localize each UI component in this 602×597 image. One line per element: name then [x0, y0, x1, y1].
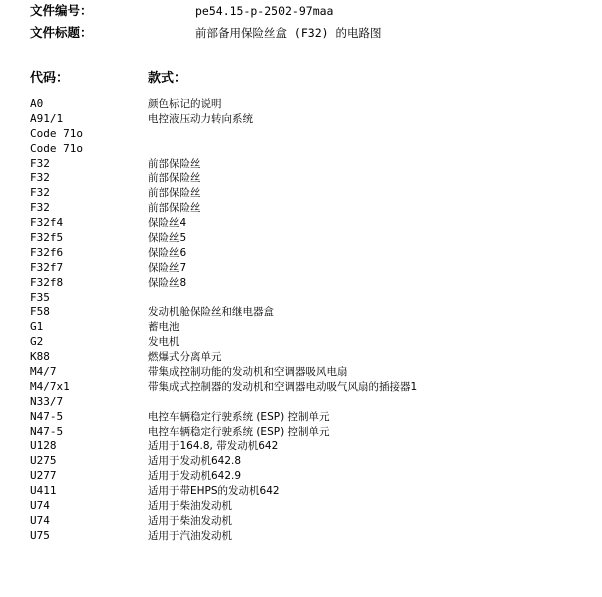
row-description: 前部保险丝: [148, 172, 201, 185]
row-description: 保险丝4: [148, 217, 187, 230]
table-row: [30, 97, 600, 112]
row-description: 适用于柴油发动机: [148, 514, 232, 527]
row-description: 保险丝8: [148, 276, 187, 289]
row-code: U128: [30, 439, 57, 453]
row-code: F32f7: [30, 260, 64, 274]
row-description: 保险丝6: [148, 246, 187, 259]
table-row: [30, 231, 600, 246]
row-code: F32f6: [30, 245, 64, 259]
row-code: N47-5: [30, 424, 64, 438]
row-description: 适用于发动机642.9: [148, 470, 242, 483]
code-table: [30, 97, 600, 544]
row-description: 电控液压动力转向系统: [148, 112, 253, 125]
table-row: [30, 142, 600, 157]
doc-title-value: 前部备用保险丝盒 (F32) 的电路图: [195, 26, 382, 40]
table-row: [30, 201, 600, 216]
row-code: U75: [30, 528, 50, 542]
table-row: [30, 350, 600, 365]
column-header-code: 代码：: [30, 71, 70, 86]
doc-number-value: pe54.15-p-2502-97maa: [195, 4, 334, 18]
table-row: [30, 157, 600, 172]
row-code: N47-5: [30, 409, 64, 423]
row-description: 适用于发动机642.8: [148, 455, 242, 468]
row-description: 前部保险丝: [148, 202, 201, 215]
table-row: [30, 365, 600, 380]
table-row: [30, 469, 600, 484]
row-description: 前部保险丝: [148, 157, 201, 170]
row-description: 燃爆式分离单元: [148, 351, 222, 364]
table-row: [30, 171, 600, 186]
row-description: 保险丝5: [148, 232, 187, 245]
row-code: F32: [30, 171, 50, 185]
row-code: U74: [30, 499, 50, 513]
row-description: 颜色标记的说明: [148, 98, 222, 110]
row-code: K88: [30, 350, 50, 364]
row-code: F58: [30, 305, 50, 319]
row-code: F32: [30, 201, 50, 215]
table-row: [30, 305, 600, 320]
table-row: [30, 395, 600, 410]
row-code: G2: [30, 335, 44, 349]
row-description: 适用于汽油发动机: [148, 529, 232, 542]
row-description: 带集成式控制器的发动机和空调器电动吸气风扇的插接器1: [148, 380, 418, 393]
row-code: F32: [30, 156, 50, 170]
row-code: A0: [30, 97, 44, 110]
table-row: [30, 246, 600, 261]
row-description: 发动机舱保险丝和继电器盒: [148, 306, 274, 319]
row-code: U411: [30, 484, 57, 498]
table-row: [30, 216, 600, 231]
table-row: [30, 335, 600, 350]
row-description: 电控车辆稳定行驶系统 (ESP) 控制单元: [148, 425, 330, 438]
table-row: [30, 276, 600, 291]
row-description: 发电机: [148, 336, 180, 349]
table-row: [30, 291, 600, 306]
table-row: [30, 484, 600, 499]
row-description: 前部保险丝: [148, 187, 201, 200]
table-row: [30, 454, 600, 469]
row-code: F32: [30, 186, 50, 200]
row-code: U277: [30, 469, 57, 483]
row-description: 蓄电池: [148, 321, 180, 334]
row-code: U275: [30, 454, 57, 468]
row-code: G1: [30, 320, 44, 334]
table-row: [30, 439, 600, 454]
row-description: 保险丝7: [148, 261, 187, 274]
table-row: [30, 261, 600, 276]
row-code: N33/7: [30, 394, 64, 408]
row-description: 适用于柴油发动机: [148, 500, 232, 513]
row-code: M4/7: [30, 365, 57, 379]
row-code: Code 71o: [30, 126, 83, 140]
doc-number-label: 文件编号：: [30, 3, 93, 18]
table-row: [30, 112, 600, 127]
table-row: [30, 380, 600, 395]
row-code: A91/1: [30, 111, 64, 125]
doc-title-label: 文件标题：: [30, 25, 93, 40]
row-code: F32f4: [30, 216, 64, 230]
row-code: F32f5: [30, 231, 64, 245]
row-code: M4/7x1: [30, 379, 70, 393]
table-row: [30, 529, 600, 544]
row-code: F35: [30, 290, 50, 304]
row-description: 适用于带EHPS的发动机642: [148, 485, 280, 498]
row-description: 电控车辆稳定行驶系统 (ESP) 控制单元: [148, 410, 330, 423]
table-row: [30, 499, 600, 514]
row-code: U74: [30, 513, 50, 527]
column-header-style: 款式：: [148, 71, 188, 86]
row-description: 适用于164.8, 带发动机642: [148, 440, 279, 453]
table-row: [30, 425, 600, 440]
table-row: [30, 514, 600, 529]
row-code: Code 71o: [30, 141, 83, 155]
table-row: [30, 320, 600, 335]
row-description: 带集成控制功能的发动机和空调器吸风电扇: [148, 366, 348, 379]
table-row: [30, 186, 600, 201]
table-row: [30, 127, 600, 142]
row-code: F32f8: [30, 275, 64, 289]
table-row: [30, 410, 600, 425]
